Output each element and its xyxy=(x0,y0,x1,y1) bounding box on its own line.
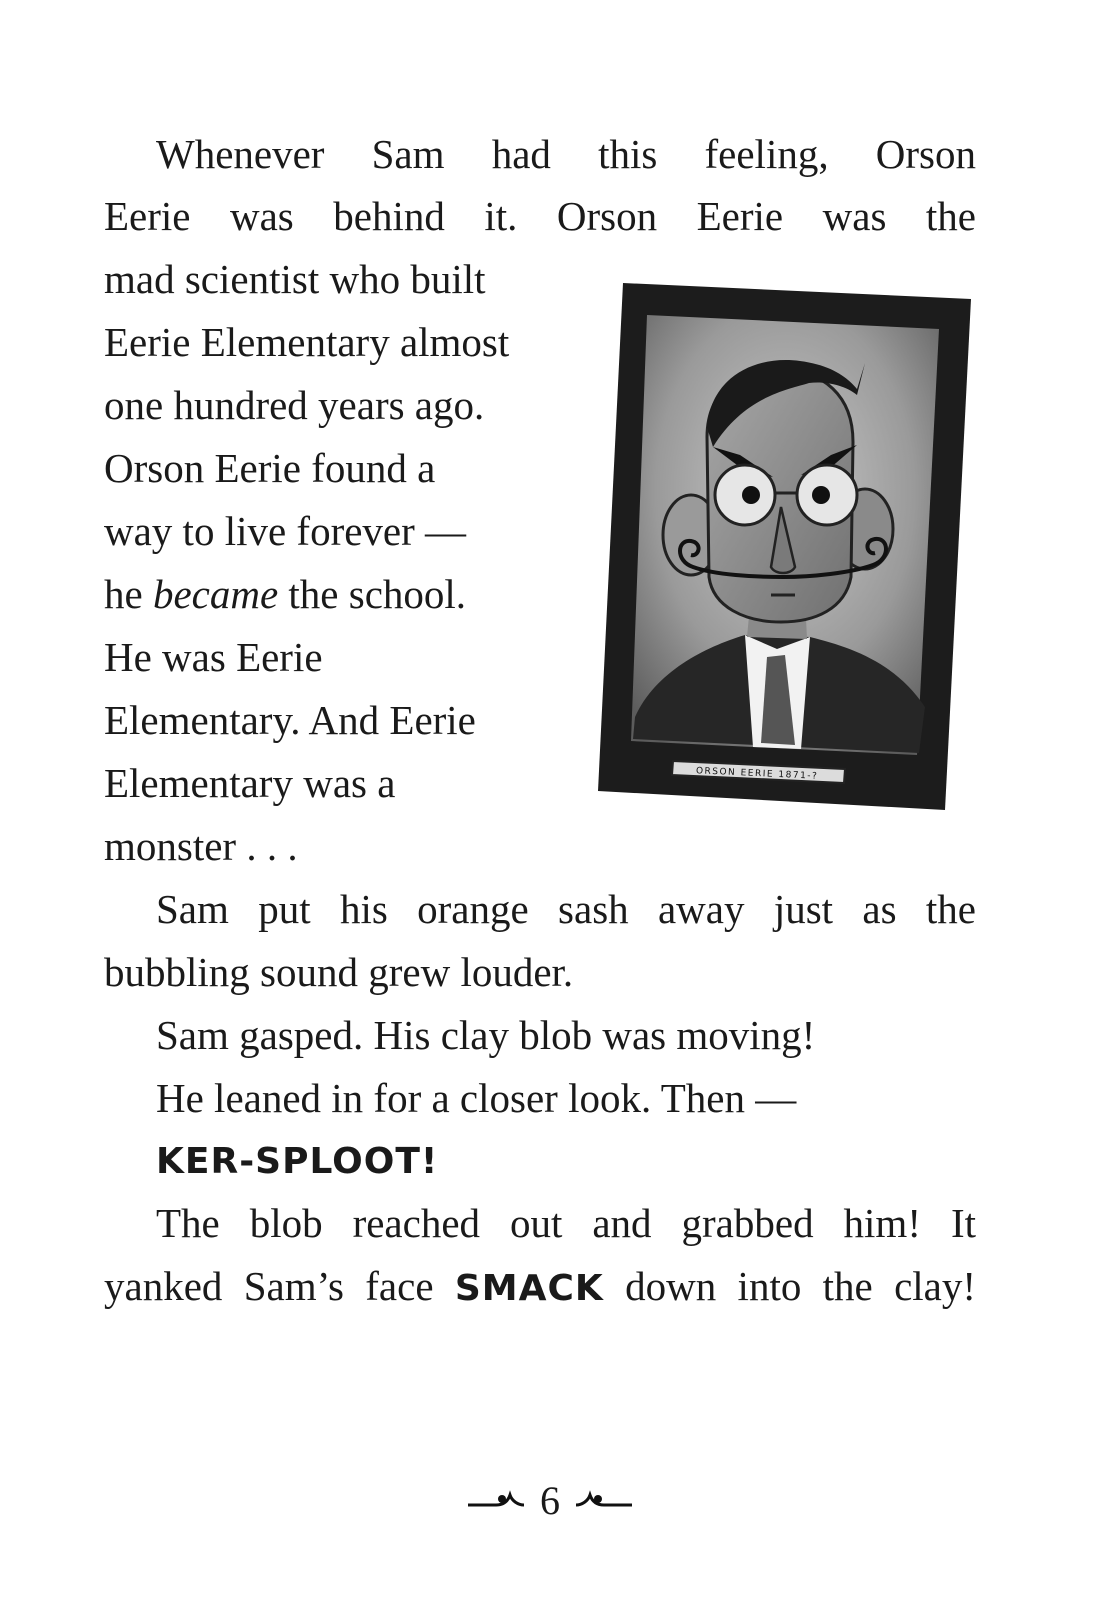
text-line: Orson Eerie found a xyxy=(104,445,436,491)
text-line: Eerie Elementary almost xyxy=(104,319,510,365)
text-segment: yanked Sam’s face xyxy=(104,1263,455,1309)
right-ornament-icon xyxy=(574,1489,634,1511)
sound-effect: SMACK xyxy=(454,1268,604,1309)
text-line: monster . . . xyxy=(104,823,298,869)
text-line xyxy=(104,1254,976,1321)
page-number-text: 6 xyxy=(540,1477,560,1523)
text-line: way to live forever — xyxy=(104,508,467,554)
text-line: Eerie was behind it. Orson Eerie was the xyxy=(104,193,976,239)
text-line: He leaned in for a closer look. Then — xyxy=(156,1075,797,1121)
text-line: mad scientist who built xyxy=(104,256,486,302)
sound-effect: KER-SPLOOT! xyxy=(156,1141,439,1182)
text-segment: the school. xyxy=(278,571,467,617)
text-line xyxy=(104,122,976,186)
text-line: Elementary was a xyxy=(104,760,396,806)
left-ornament-icon xyxy=(466,1489,526,1511)
text-segment: down into the clay! xyxy=(603,1263,977,1309)
text-line: bubbling sound grew louder. xyxy=(104,949,574,995)
text-line: Sam gasped. His clay blob was moving! xyxy=(156,1012,816,1058)
text-segment: Whenever Sam had this feeling, Orson xyxy=(156,131,976,177)
text-line xyxy=(104,562,466,626)
right-pupil xyxy=(812,486,830,504)
text-line: Elementary. And Eerie xyxy=(104,697,476,743)
text-line: one hundred years ago. xyxy=(104,382,485,428)
text-line: He was Eerie xyxy=(104,634,323,680)
emphasis-text: became xyxy=(152,571,279,617)
left-pupil xyxy=(742,486,760,504)
page-number xyxy=(440,1470,660,1530)
text-line: The blob reached out and grabbed him! It xyxy=(156,1200,976,1246)
text-segment: he xyxy=(104,571,153,617)
text-line: Sam put his orange sash away just as the xyxy=(156,886,976,932)
portrait-illustration xyxy=(595,277,975,812)
plaque-text: ORSON EERIE 1871-? xyxy=(695,766,819,782)
